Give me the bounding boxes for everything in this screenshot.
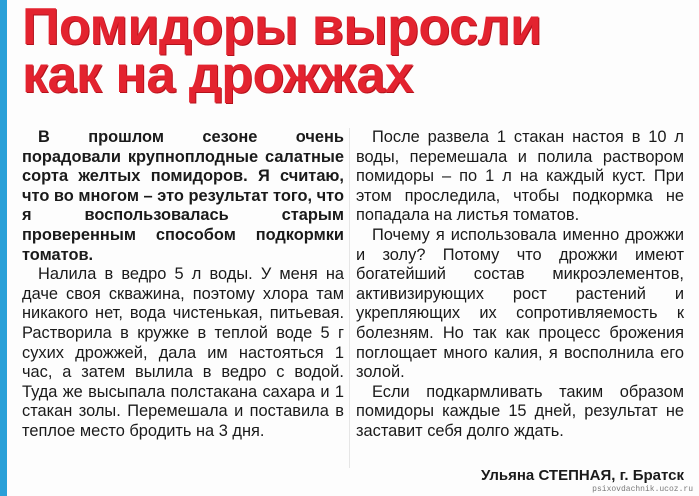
article-lead-paragraph: В прошлом сезоне очень порадовали крупноплодные салатные сорта желтых помидоров. Я считаю, что во многом – это результат того, что я воспользовалась старым проверенным способом подкормки томатов. <box>22 128 344 264</box>
page-edge-stripe <box>0 0 7 496</box>
article-column-right <box>356 128 684 442</box>
headline-line-1: Помидоры выросли <box>22 0 542 56</box>
headline-line-2: как на дрожжах <box>22 46 414 104</box>
author-signature: Ульяна СТЕПНАЯ, г. Братск <box>480 467 684 484</box>
article-paragraph: Почему я использовала именно дрожжи и золу? Потому что дрожжи имеют богатейший состав микроэлементов, активизирующих рост растений и укрепляющих их сопротивляемость к болезням. Но так как процесс брожения поглощает много калия, я восполнила его золой. <box>356 225 684 382</box>
article-paragraph: После развела 1 стакан настоя в 10 л воды, перемешала и полила раствором помидоры – по 1 л на каждый куст. При этом проследила, чтобы подкормка не попадала на листья томатов. <box>356 128 684 225</box>
column-divider <box>349 128 350 468</box>
site-watermark: psixovdachnik.ucoz.ru <box>592 485 693 494</box>
article-paragraph: Если подкармливать таким образом помидоры каждые 15 дней, результат не заставит себя долго ждать. <box>356 382 684 440</box>
article-column-left <box>22 128 344 442</box>
article-paragraph: Налила в ведро 5 л воды. У меня на даче своя скважина, поэтому хлора там никакого нет, вода чистенькая, питьевая. Растворила в кружке в теплой воде 5 г сухих дрожжей, дала им настояться 1 час, а затем вылила в ведро с водой. Туда же высыпала полстакана сахара и 1 стакан золы. Перемешала и поставила в теплое место бродить на 3 дня. <box>22 265 344 440</box>
article-headline <box>22 0 692 104</box>
